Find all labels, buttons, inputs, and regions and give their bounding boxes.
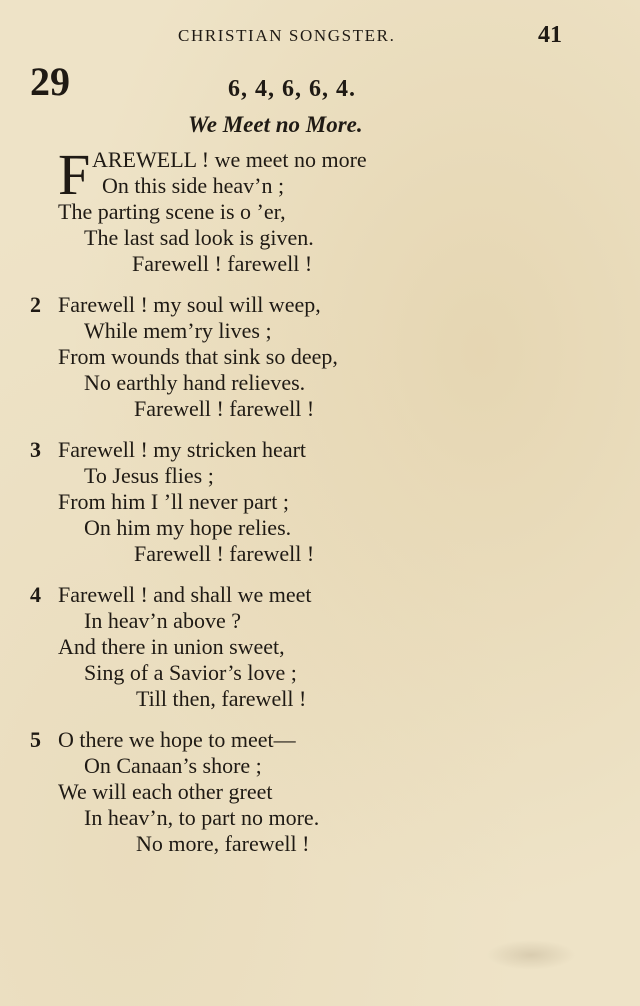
verse-line: Farewell ! farewell ! — [132, 251, 313, 276]
verse-line: Farewell ! farewell ! — [134, 396, 315, 421]
verse-number: 4 — [30, 582, 41, 607]
page-number: 41 — [538, 22, 562, 48]
verse-line: AREWELL ! we meet no more — [92, 147, 367, 172]
verse-line: While mem’ry lives ; — [84, 318, 272, 343]
verse-line: From wounds that sink so deep, — [58, 344, 338, 369]
verse-line: On Canaan’s shore ; — [84, 753, 262, 778]
verse-number: 2 — [30, 292, 41, 317]
verse-line: In heav’n above ? — [84, 608, 241, 633]
verse-line: We will each other greet — [58, 779, 273, 804]
verse-line: On this side heav’n ; — [102, 173, 285, 198]
hymn-number: 29 — [30, 59, 70, 104]
verse-line: On him my hope relies. — [84, 515, 292, 540]
verse-line: In heav’n, to part no more. — [84, 805, 320, 830]
verse-line: Farewell ! farewell ! — [134, 541, 315, 566]
hymn-title: We Meet no More. — [188, 112, 363, 137]
running-head: CHRISTIAN SONGSTER. — [178, 26, 396, 45]
verse-line: Farewell ! and shall we meet — [58, 582, 312, 607]
verse-number: 3 — [30, 437, 41, 462]
paper-stain — [486, 940, 576, 970]
verse-line: No earthly hand relieves. — [84, 370, 306, 395]
verse-line: Farewell ! my stricken heart — [58, 437, 307, 462]
verse-line: O there we hope to meet— — [58, 727, 296, 752]
verse-line: The parting scene is o ’er, — [58, 199, 286, 224]
drop-cap: F — [58, 142, 91, 207]
verse-line: Farewell ! my soul will weep, — [58, 292, 321, 317]
verse-line: And there in union sweet, — [58, 634, 285, 659]
verse-number: 5 — [30, 727, 41, 752]
verse-line: To Jesus flies ; — [84, 463, 214, 488]
verse-line: No more, farewell ! — [136, 831, 310, 856]
verse-line: The last sad look is given. — [84, 225, 314, 250]
verse-line: From him I ’ll never part ; — [58, 489, 289, 514]
hymn-meter: 6, 4, 6, 6, 4. — [228, 76, 356, 102]
verse-line: Sing of a Savior’s love ; — [84, 660, 297, 685]
verse-line: Till then, farewell ! — [136, 686, 307, 711]
